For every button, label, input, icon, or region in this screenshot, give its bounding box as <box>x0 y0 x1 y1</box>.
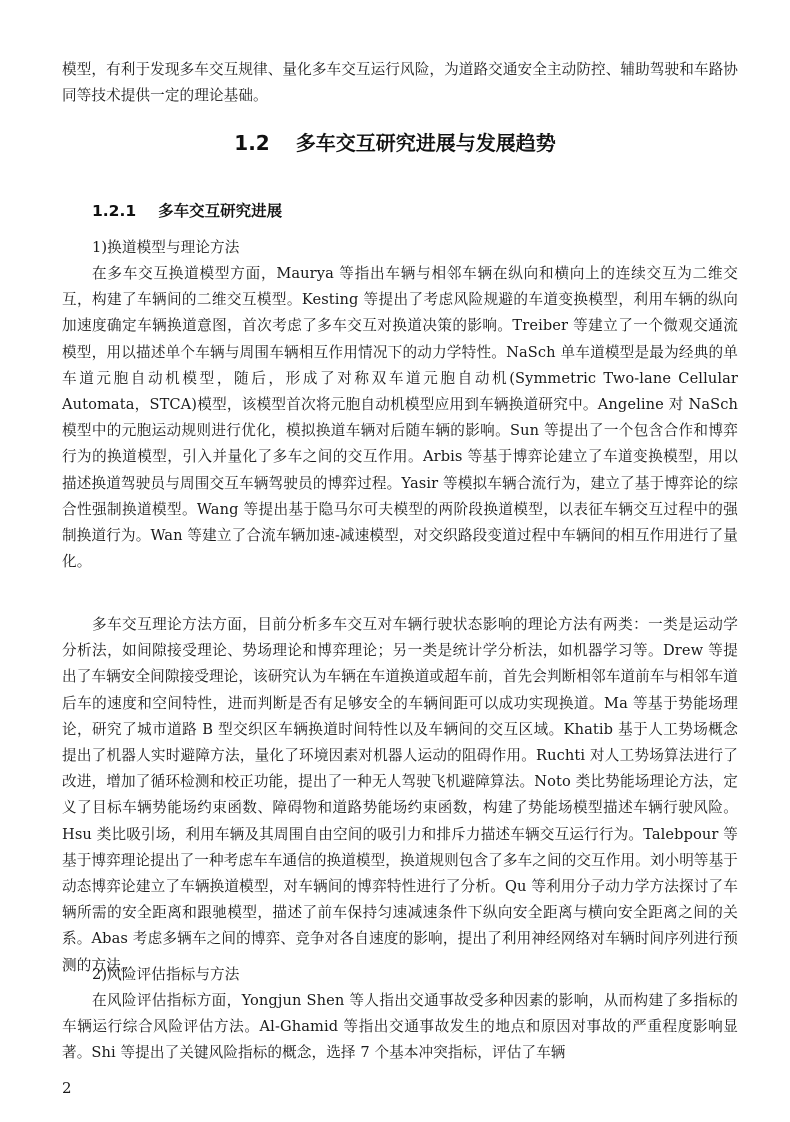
heading-risk-assessment: 2)风险评估指标与方法 <box>92 966 240 983</box>
section-heading <box>0 128 790 158</box>
subsection-title: 多车交互研究进展 <box>158 202 283 220</box>
paragraph-lane-change-models: 在多车交互换道模型方面，Maurya 等指出车辆与相邻车辆在纵向和横向上的连续交互为二维交互，构建了车辆间的二维交互模型。Kesting 等提出了考虑风险规避的车道变换模型，利用车辆的纵向加速度确定车辆换道意图，首次考虑了多车交互对换道决策的影响。Treiber 等建立了一个微观交通流模型，用以描述单个车辆与周围车辆相互作用情况下的动力学特性。NaSch 单车道模型是最为经典的单车道元胞自动机模型，随后，形成了对称双车道元胞自动机(Symmetric Two-lane Cellular Automata，STCA)模型，该模型首次将元胞自动机模型应用到车辆换道研究中。Angeline 对 NaSch 模型中的元胞运动规则进行优化，模拟换道车辆对后随车辆的影响。Sun 等提出了一个包含合作和博弈行为的换道模型，引入并量化了多车之间的交互作用。Arbis 等基于博弈论建立了车道变换模型，用以描述换道驾驶员与周围交互车辆驾驶员的博弈过程。Yasir 等模拟车辆合流行为，建立了基于博弈论的综合性强制换道模型。Wang 等提出基于隐马尔可夫模型的两阶段换道模型，以表征车辆交互过程中的强制换道行为。Wan 等建立了合流车辆加速-减速模型，对交织路段变道过程中车辆间的相互作用进行了量化。 <box>62 265 738 571</box>
intro-paragraph: 模型，有利于发现多车交互规律、量化多车交互运行风险，为道路交通安全主动防控、辅助驾驶和车路协同等技术提供一定的理论基础。 <box>62 61 738 105</box>
section-title: 多车交互研究进展与发展趋势 <box>295 131 556 155</box>
subsection-number: 1.2.1 <box>92 202 137 220</box>
subsection-heading <box>92 198 282 224</box>
paragraph-interaction-theory: 多车交互理论方法方面，目前分析多车交互对车辆行驶状态影响的理论方法有两类：一类是运动学分析法，如间隙接受理论、势场理论和博弈理论；另一类是统计学分析法，如机器学习等。Drew 等提出了车辆安全间隙接受理论，该研究认为车辆在车道换道或超车前，首先会判断相邻车道前车与相邻车道后车的速度和空间特性，进而判断是否有足够安全的车辆间距可以成功实现换道。Ma 等基于势能场理论，研究了城市道路 B 型交织区车辆换道时间特性以及车辆间的交互区域。Khatib 基于人工势场概念提出了机器人实时避障方法，量化了环境因素对机器人运动的阻碍作用。Ruchti 对人工势场算法进行了改进，增加了循环检测和校正功能，提出了一种无人驾驶飞机避障算法。Noto 类比势能场理论方法，定义了目标车辆势能场约束函数、障碍物和道路势能场约束函数，构建了势能场模型描述车辆行驶风险。Hsu 类比吸引场，利用车辆及其周围自由空间的吸引力和排斥力描述车辆交互运行行为。Talebpour 等基于博弈理论提出了一种考虑车车通信的换道模型，换道规则包含了多车之间的交互作用。刘小明等基于动态博弈论建立了车辆换道模型，对车辆间的博弈特性进行了分析。Qu 等利用分子动力学方法探讨了车辆所需的安全距离和跟驰模型，描述了前车保持匀速减速条件下纵向安全距离与横向安全距离之间的关系。Abas 考虑多辆车之间的博弈、竞争对各自速度的影响，提出了利用神经网络对车辆时间序列进行预测的方法。 <box>62 616 738 974</box>
paragraph-risk-assessment: 在风险评估指标方面，Yongjun Shen 等人指出交通事故受多种因素的影响，从而构建了多指标的车辆运行综合风险评估方法。Al-Ghamid 等指出交通事故发生的地点和原因对事故的严重程度影响显著。Shi 等提出了关键风险指标的概念，选择 7 个基本冲突指标，评估了车辆 <box>62 992 738 1062</box>
heading-lane-change-models: 1)换道模型与理论方法 <box>92 239 240 256</box>
page-number: 2 <box>62 1079 72 1097</box>
section-number: 1.2 <box>234 131 270 155</box>
